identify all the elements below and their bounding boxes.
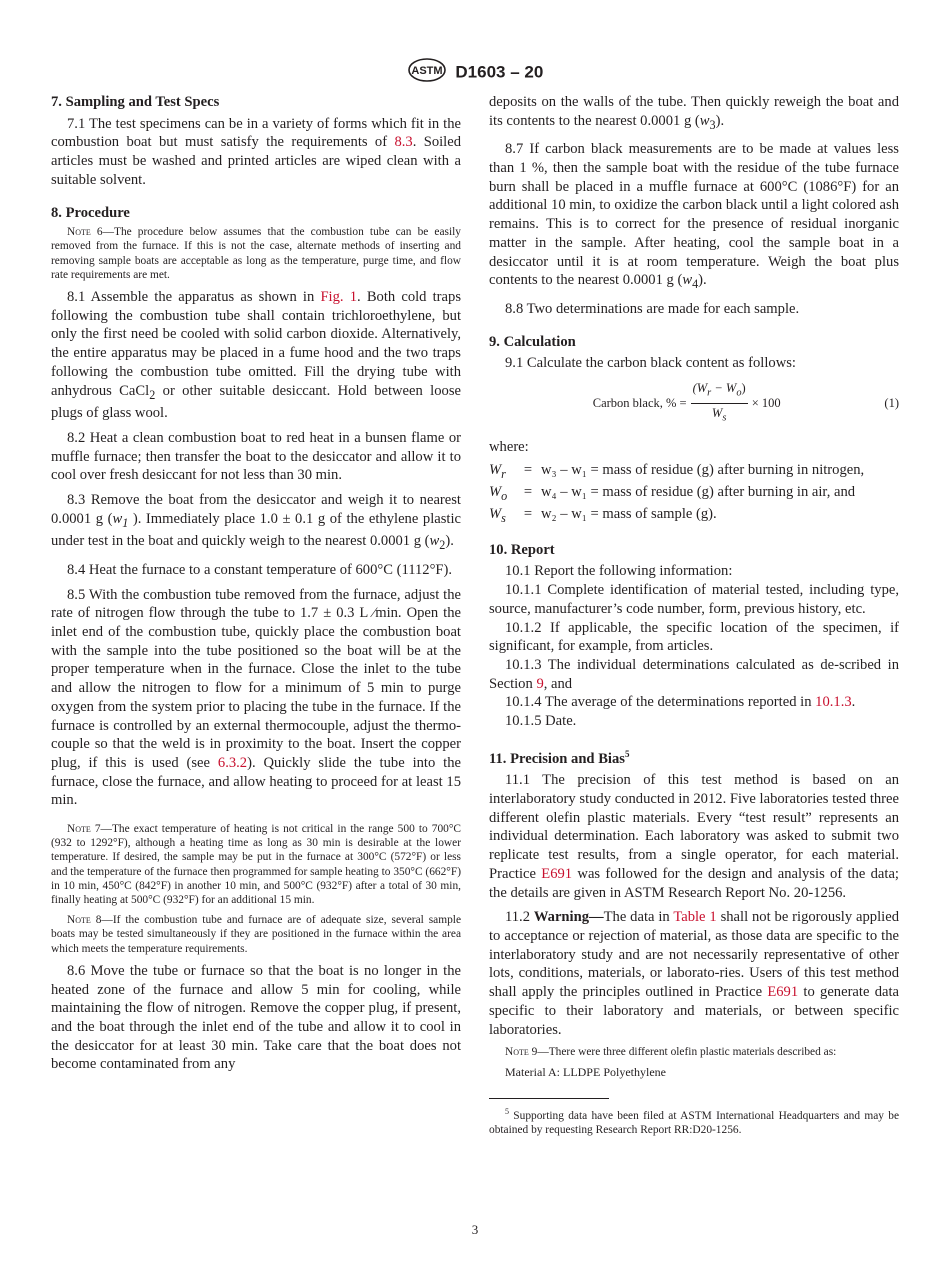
para-8-6-continued: deposits on the walls of the tube. Then quickly reweigh the boat and its contents to the nearest 0.0001 g $(w_3)$. [489,94,899,132]
link-e691-2[interactable]: E691 [767,984,799,1001]
para-8-2: 8.2 Heat a clean combustion boat to red heat in a bunsen flame or muffle furnace; then transfer the boat to the desiccator and allow it to cool over fresh desiccant for not less than 30 min. [51,429,461,484]
section-11-title: 11. Precision and Bias$^5$ [489,748,630,767]
para-8-1: 8.1 Assemble the apparatus as shown in Fig. 1. Both cold traps following the combustion tube shall contain trichloroethylene, but only the first need be cooled with solid carbon dioxide. Alternatively, the entire apparatus may be placed in a fume hood and the two traps following the combustion tube omitted. Fill the drying tube with anhydrous CaCl$_2$ or other suitable desiccant. Hold between loose plugs of glass wool. [51,289,461,422]
page-number: 3 [471,1222,479,1237]
link-6-3-2[interactable]: 6.3.2 [217,754,248,771]
note-9: Note 9—There were three different olefin plastic materials described as: [505,1046,837,1059]
left-column [51,93,461,1080]
para-8-8: 8.8 Two determinations are made for each sample. [505,300,800,317]
para-10-1-5: 10.1.5 Date. [505,713,577,730]
section-9-title: 9. Calculation [489,333,576,350]
para-8-7: 8.7 If carbon black measurements are to be made at values less than 1 %, then the sample boat with the residue of the tube furnace burn shall be placed in a muffle furnace at 600°C (1086°F) for an additional 10 min, to oxidize the carbon black until a light colored ash remains. This is to correct for the presence of residual inorganic matter in the sample. After heating, cool the sample boat in a desiccator until it is at room temperature. Weigh the boat plus contents to the nearest 0.0001 g $(w_4)$. [489,141,899,292]
section-10-title: 10. Report [489,541,555,558]
equation-number: (1) [884,396,899,411]
designation: D1603 – 20 [455,62,544,82]
equation-lhs: Carbon black, % = [592,396,687,411]
section-8-title: 8. Procedure [51,204,130,221]
para-11-1: 11.1 The precision of this test method is based on an interlaboratory study conducted in 2012. Five laboratories tested three different olefin plastic materials. Every “test result” represents an individual determination. Each laboratory was asked to submit two replicate test results, from a single operator, for each material. Practice E691 was followed for the design and analysis of the data; the details are given in ASTM Research Report No. 20-1256. [489,772,899,901]
definition-row: $W_s$ = w₂ – w₁ = mass of sample (g). [489,505,717,525]
para-8-4: 8.4 Heat the furnace to a constant temperature of 600°C (1112°F). [67,561,453,578]
variable-definitions [489,461,899,527]
right-column [489,93,899,1143]
link-e691[interactable]: E691 [541,865,573,882]
para-8-3: 8.3 Remove the boat from the desiccator and weigh it to nearest 0.0001 g ($w_1$ ). Immediately place 1.0 ± 0.1 g of the ethylene plastic under test in the boat and quickly weigh to the nearest 0.0001 g $(w_2)$. [51,491,461,553]
para-8-5: 8.5 With the combustion tube removed from the furnace, adjust the rate of nitrogen flow through the tube to 1.7 ± 0.3 L ⁄min. Open the inlet end of the combustion tube, quickly place the combustion boat with the sample into the tube positioned so the boat will be at the proper temperature when in the furnace. Close the inlet to the tube and allow the nitrogen to flow for a minimum of 5 min to purge oxygen from the system prior to placing the tube in the furnace. If the furnace is controlled by an external thermocouple, adjust the thermo-couple so that the weld is in proximity to the boat. Insert the copper plug, if this is used (see 6.3.2). Quickly slide the tube into the furnace, close the furnace, and allow heating to proceed for at least 15 min. [51,586,461,809]
note-7: Note 7—The exact temperature of heating is not critical in the range 500 to 700°C (932 to 1292°F), although a heating time as long as 30 min is desirable at the lower temperature. If desired, the sample may be put in the furnace at 300°C (572°F) or less and the temperature of the furnace then programmed for sample heating to 350°C (662°F) in 10 min, 450°C (842°F) in another 10 min, and 500°C (932°F) after a total of 30 min, finally heating at 500°C (932°F) for an additional 15 min. [51,823,461,907]
footnote-rule [489,1098,609,1099]
para-11-2: 11.2 Warning—The data in Table 1 shall not be rigorously applied to acceptance or rejection of material, as those data are specific to the interlaboratory study and are not necessarily representative of other lots, conditions, materials, or laborato-ries. Users of this test method shall apply the principles outlined in Practice E691 to generate data specific to their laboratory and materials, or between specific laboratories. [489,909,900,1038]
material-a: Material A: LLDPE Polyethylene [505,1065,666,1080]
equation-fraction: $\frac{(W_r - W_o)}{W_s}$ [692,380,746,424]
link-table-1[interactable]: Table 1 [673,909,717,926]
para-10-1: 10.1 Report the following information: [505,563,733,580]
para-9-1: 9.1 Calculate the carbon black content as follows: [505,355,796,372]
link-8-3[interactable]: 8.3 [394,134,413,151]
equation-1: Carbon black, % = $\frac{(W_r - W_o)}{W_s}$ × 100 (1) [489,379,899,428]
footnote-5: $^5$ Supporting data have been filed at ASTM International Headquarters and may be obtained by requesting Research Report RR:D20-1256. [489,1106,899,1136]
where-label: where: [489,439,529,456]
definition-row: $W_r$ = w₃ – w₁ = mass of residue (g) after burning in nitrogen, [489,462,865,481]
para-10-1-3: 10.1.3 The individual determinations calculated as de-scribed in Section 9, and [489,657,899,692]
para-10-1-4: 10.1.4 The average of the determinations reported in 10.1.3. [505,694,856,711]
para-10-1-2: 10.1.2 If applicable, the specific location of the specimen, if significant, for example, from articles. [489,619,899,655]
note-8: Note 8—If the combustion tube and furnace are of adequate size, several sample boats may be tested simultaneously if they are positioned in the furnace within the area which meets the temperature requirements. [51,914,461,955]
page-header [0,58,950,87]
para-7-1: 7.1 The test specimens can be in a variety of forms which fit in the combustion boat but must satisfy the requirements of 8.3. Soiled articles must be washed and printed articles are wiped clean with a suitable solvent. [51,115,462,188]
para-8-6: 8.6 Move the tube or furnace so that the boat is no longer in the heated zone of the furnace and allow 5 min for cooling, while maintaining the flow of nitrogen. Remove the copper plug, if present, and the boat through the inlet end of the tube and allow it to cool in the desiccator for at least 30 min. Take care that the boat does not become contaminated from any [51,962,461,1073]
definition-row: $W_o$ = w₄ – w₁ = mass of residue (g) after burning in air, and [489,483,856,503]
section-7-title: 7. Sampling and Test Specs [51,94,220,110]
para-10-1-1: 10.1.1 Complete identification of material tested, including type, source, manufacturer’s code number, form, previous history, etc. [489,582,899,617]
link-10-1-3[interactable]: 10.1.3 [815,694,852,711]
svg-text:ASTM: ASTM [411,65,443,77]
link-section-9[interactable]: 9 [536,675,544,692]
link-fig-1[interactable]: Fig. 1 [320,289,358,306]
astm-logo-icon [407,58,447,87]
note-6: Note 6—The procedure below assumes that the combustion tube can be easily removed from the furnace. If this is not the case, alternate methods of inserting and removing sample boats are acceptable as long as the temperature, purge time, and flow rate requirements are met. [51,226,461,281]
